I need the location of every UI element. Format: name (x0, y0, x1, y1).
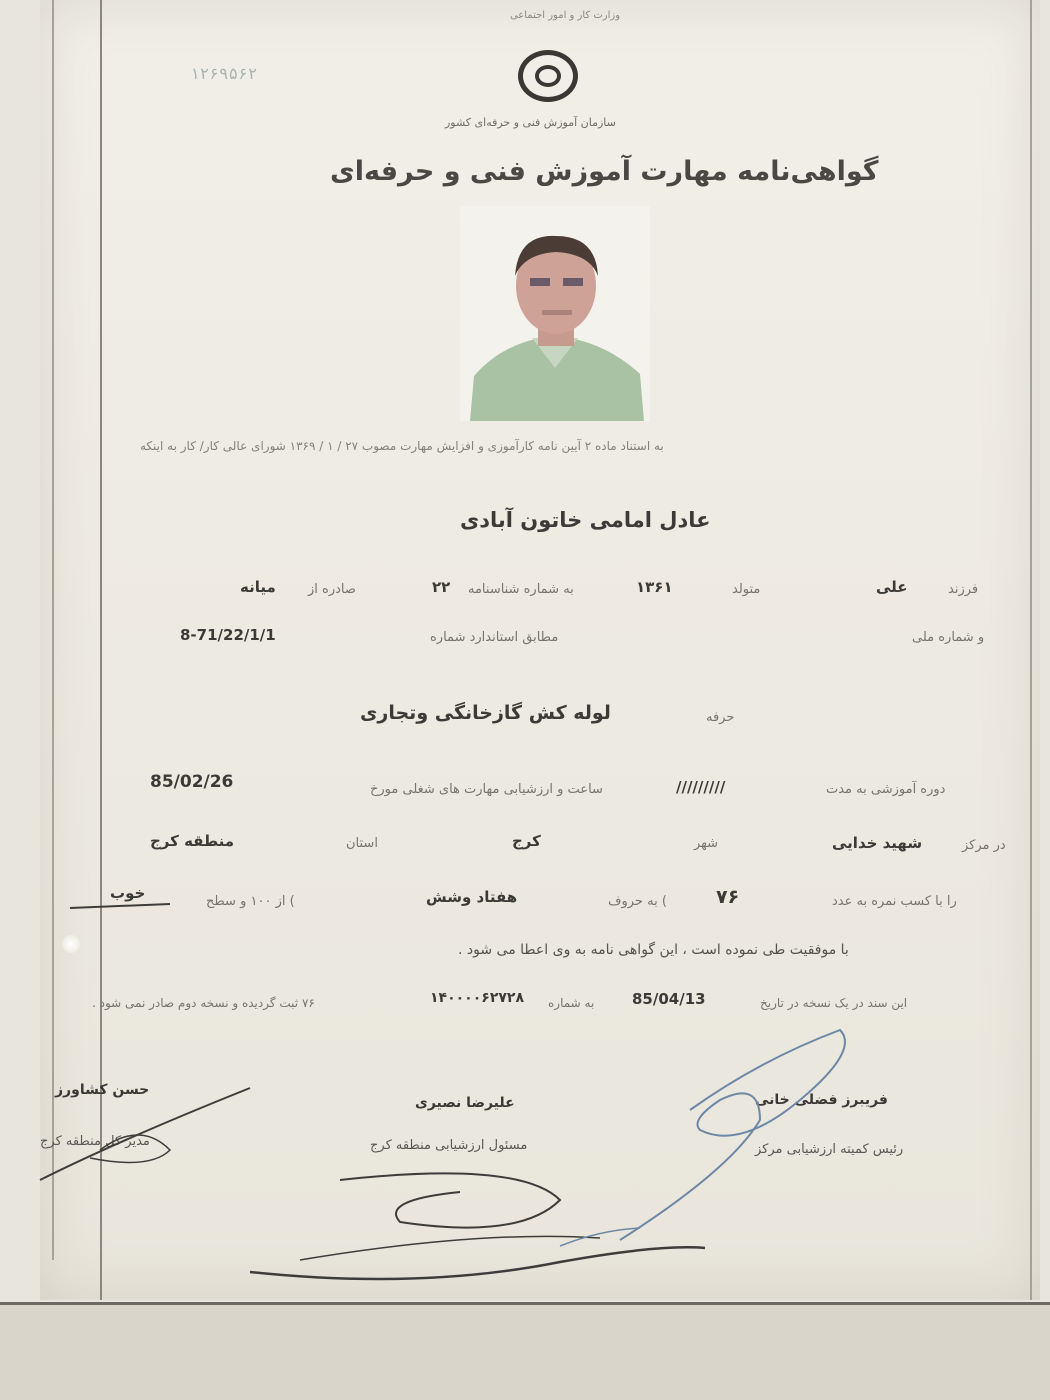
birth-year: ۱۳۶۱ (636, 578, 673, 596)
issue-prefix: این سند در یک نسخه در تاریخ (760, 996, 908, 1010)
exam-date: 85/02/26 (150, 772, 234, 792)
issued-label: صادره از (308, 582, 356, 597)
course-hours: ///////// (676, 778, 726, 796)
father-name: علی (876, 578, 908, 596)
score-number: ۷۶ (716, 886, 740, 908)
score-scale: ) از ۱۰۰ و سطح (206, 894, 295, 909)
serial-number: ۱۲۶۹۵۶۲ (190, 64, 258, 83)
center-label: در مرکز (962, 838, 1006, 853)
score-words: هفتاد وشش (426, 888, 518, 906)
holder-name: عادل امامی خاتون آبادی (460, 508, 711, 532)
province-label: استان (346, 836, 378, 851)
signature-2-role: مسئول ارزشیابی منطقه کرج (370, 1138, 528, 1153)
national-id-label: و شماره ملی (912, 630, 985, 645)
holder-photo (460, 206, 650, 421)
frame-line-outer (52, 0, 54, 1260)
success-statement: با موفقیت طی نموده است ، این گواهی نامه به وی اعطا می شود . (458, 942, 849, 958)
signature-1-name: حسن کشاورز (55, 1082, 150, 1098)
certificate-title: گواهی‌نامه مهارت آموزش فنی و حرفه‌ای (330, 156, 879, 187)
born-label: متولد (732, 582, 761, 597)
issue-date: 85/04/13 (632, 990, 706, 1008)
score-prefix: را با کسب نمره به عدد (832, 894, 957, 909)
course-mid: ساعت و ارزشیابی مهارت های شغلی مورخ (370, 782, 603, 797)
standard-number: 8-71/22/1/1 (180, 626, 276, 644)
course-prefix: دوره آموزشی به مدت (826, 782, 946, 797)
organization-name: سازمان آموزش فنی و حرفه‌ای کشور (445, 116, 616, 129)
standard-label: مطابق استاندارد شماره (430, 630, 559, 645)
legal-basis: به استناد ماده ۲ آیین نامه کارآموزی و افزایش مهارت مصوب ۲۷ / ۱ / ۱۳۶۹ شورای عالی کار/ کار به اینکه (140, 439, 664, 453)
id-label: به شماره شناسنامه (468, 582, 574, 597)
center-name: شهید خدایی (832, 834, 923, 852)
document-number: ۱۴۰۰۰۰۶۲۷۲۸ (430, 990, 524, 1006)
organization-logo-icon (518, 50, 578, 102)
score-level: خوب (110, 884, 146, 902)
trade-label: حرفه (706, 710, 735, 725)
issued-place: میانه (240, 578, 276, 596)
city-label: شهر (694, 836, 719, 851)
signature-3-role: رئیس کمیته ارزشیابی مرکز (755, 1142, 904, 1157)
id-number: ۲۲ (432, 578, 451, 596)
light-glare (62, 935, 80, 953)
city-name: کرج (512, 832, 541, 850)
father-label: فرزند (948, 582, 979, 597)
trade-value: لوله کش گازخانگی وتجاری (360, 702, 611, 724)
frame-line-right (1030, 0, 1032, 1300)
background-below (0, 1305, 1050, 1400)
signature-2-name: علیرضا نصیری (415, 1095, 515, 1111)
frame-line-inner (100, 0, 102, 1300)
issue-suffix: ۷۶ ثبت گردیده و نسخه دوم صادر نمی شود . (92, 996, 315, 1010)
score-words-label: ) به حروف (608, 894, 667, 909)
signature-1-role: مدیر کل منطقه کرج (40, 1134, 150, 1149)
certificate-paper (40, 0, 1040, 1300)
region-name: منطقه کرج (150, 832, 235, 850)
issue-mid: به شماره (548, 996, 595, 1010)
ministry-line: وزارت کار و امور اجتماعی (509, 10, 621, 21)
signature-3-name: فریبرز فضلی خانی (755, 1092, 888, 1108)
